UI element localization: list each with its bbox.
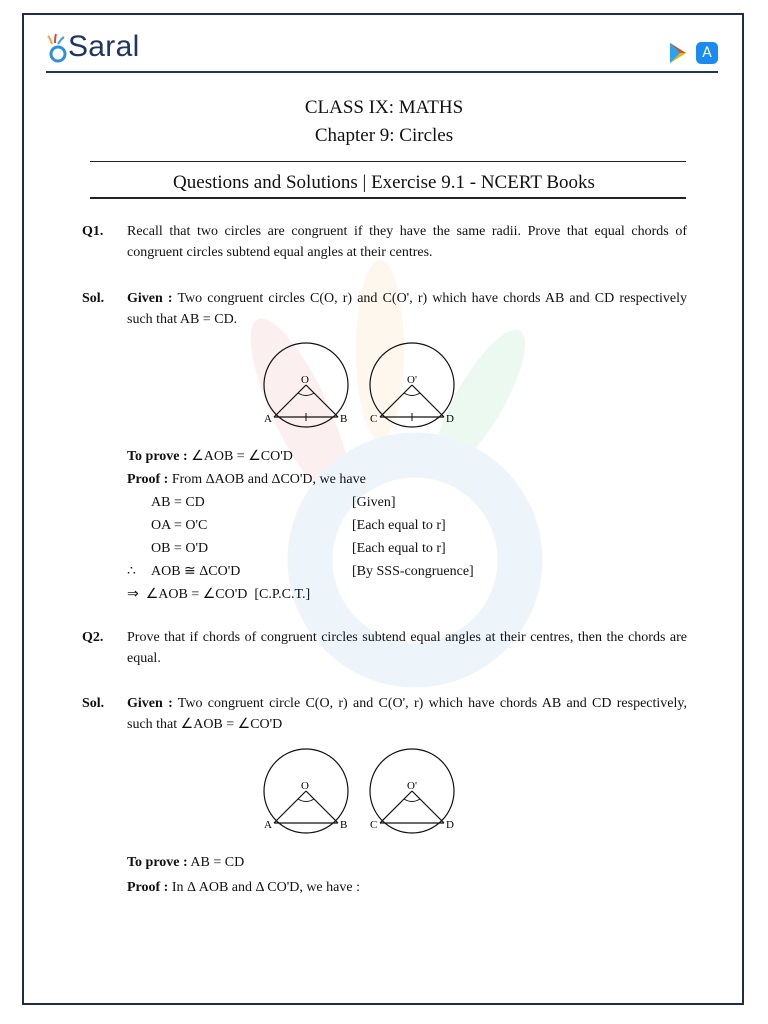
- question-1: [82, 221, 688, 265]
- proof-conclusion: ⇒ ∠AOB = ∠CO'D [C.P.C.T.]: [127, 587, 311, 602]
- label-a: A: [264, 413, 272, 425]
- label-o: O: [301, 374, 309, 386]
- label-o-prime: O': [407, 374, 417, 386]
- title-divider-bottom: [90, 197, 686, 199]
- label-c: C: [370, 819, 378, 831]
- header-divider: [46, 71, 718, 73]
- play-store-icon[interactable]: [668, 42, 688, 64]
- given-text: Two congruent circles C(O, r) and C(O', r) which have chords AB and CD respectively such that AB = CD.: [127, 291, 687, 327]
- label-o: O: [301, 780, 309, 792]
- solution-label: Sol.: [82, 696, 105, 711]
- brand-name: Saral: [68, 30, 140, 63]
- label-o-prime: O': [407, 780, 417, 792]
- question-2: [82, 627, 688, 671]
- solution-1-given: [82, 288, 688, 332]
- label-b: B: [340, 413, 348, 425]
- question-text: Recall that two circles are congruent if they have the same radii. Prove that equal chords of congruent circles subtend equal angles at their centres.: [127, 224, 687, 260]
- proof-step-reason: [By SSS-congruence]: [352, 564, 474, 579]
- question-label: Q2.: [82, 630, 104, 645]
- to-prove-1: [127, 446, 293, 467]
- given-statement: [127, 288, 687, 330]
- proof-text: From ΔAOB and ΔCO'D, we have: [168, 472, 366, 487]
- question-label: Q1.: [82, 224, 104, 239]
- proof-text: In Δ AOB and Δ CO'D, we have :: [168, 880, 360, 895]
- proof-label: Proof :: [127, 880, 169, 895]
- proof-step-lhs: AOB ≅ ΔCO'D: [151, 564, 241, 579]
- to-prove-2: [127, 852, 244, 873]
- given-label: Given :: [127, 291, 173, 306]
- therefore-symbol: ∴: [127, 564, 136, 579]
- to-prove-label: To prove :: [127, 449, 188, 464]
- chapter-title: Chapter 9: Circles: [314, 125, 454, 146]
- to-prove-label: To prove :: [127, 855, 188, 870]
- label-c: C: [370, 413, 378, 425]
- proof-step-lhs: OB = O'D: [151, 541, 209, 556]
- proof-step-reason: [Each equal to r]: [352, 541, 446, 556]
- given-statement: [127, 693, 687, 735]
- class-title: CLASS IX: MATHS: [304, 97, 464, 118]
- given-label: Given :: [127, 696, 173, 711]
- label-b: B: [340, 819, 348, 831]
- circles-figure-2: [258, 746, 468, 838]
- circles-figure-1: [258, 340, 468, 432]
- logo-sprout-icon: [46, 32, 70, 68]
- question-text: Prove that if chords of congruent circles subtend equal angles at their centres, then the chords are equal.: [127, 630, 687, 666]
- proof-step-reason: [Each equal to r]: [352, 518, 446, 533]
- proof-2: [127, 877, 360, 898]
- title-divider-top: [90, 161, 686, 162]
- to-prove-text: ∠AOB = ∠CO'D: [187, 449, 293, 464]
- app-store-icon[interactable]: A: [696, 42, 718, 64]
- label-a: A: [264, 819, 272, 831]
- proof-step-reason: [Given]: [352, 495, 396, 510]
- proof-step-lhs: OA = O'C: [151, 518, 208, 533]
- proof-1: [127, 469, 366, 490]
- proof-label: Proof :: [127, 472, 169, 487]
- label-d: D: [446, 413, 454, 425]
- to-prove-text: AB = CD: [187, 855, 245, 870]
- proof-step-lhs: AB = CD: [151, 495, 205, 510]
- solution-label: Sol.: [82, 291, 105, 306]
- header: [46, 32, 718, 74]
- solution-2-given: [82, 693, 688, 737]
- given-text: Two congruent circle C(O, r) and C(O', r) which have chords AB and CD respectively, such that ∠AOB = ∠CO'D: [127, 696, 687, 732]
- store-icons: [668, 42, 718, 64]
- exercise-title: Questions and Solutions | Exercise 9.1 - NCERT Books: [173, 172, 595, 193]
- label-d: D: [446, 819, 454, 831]
